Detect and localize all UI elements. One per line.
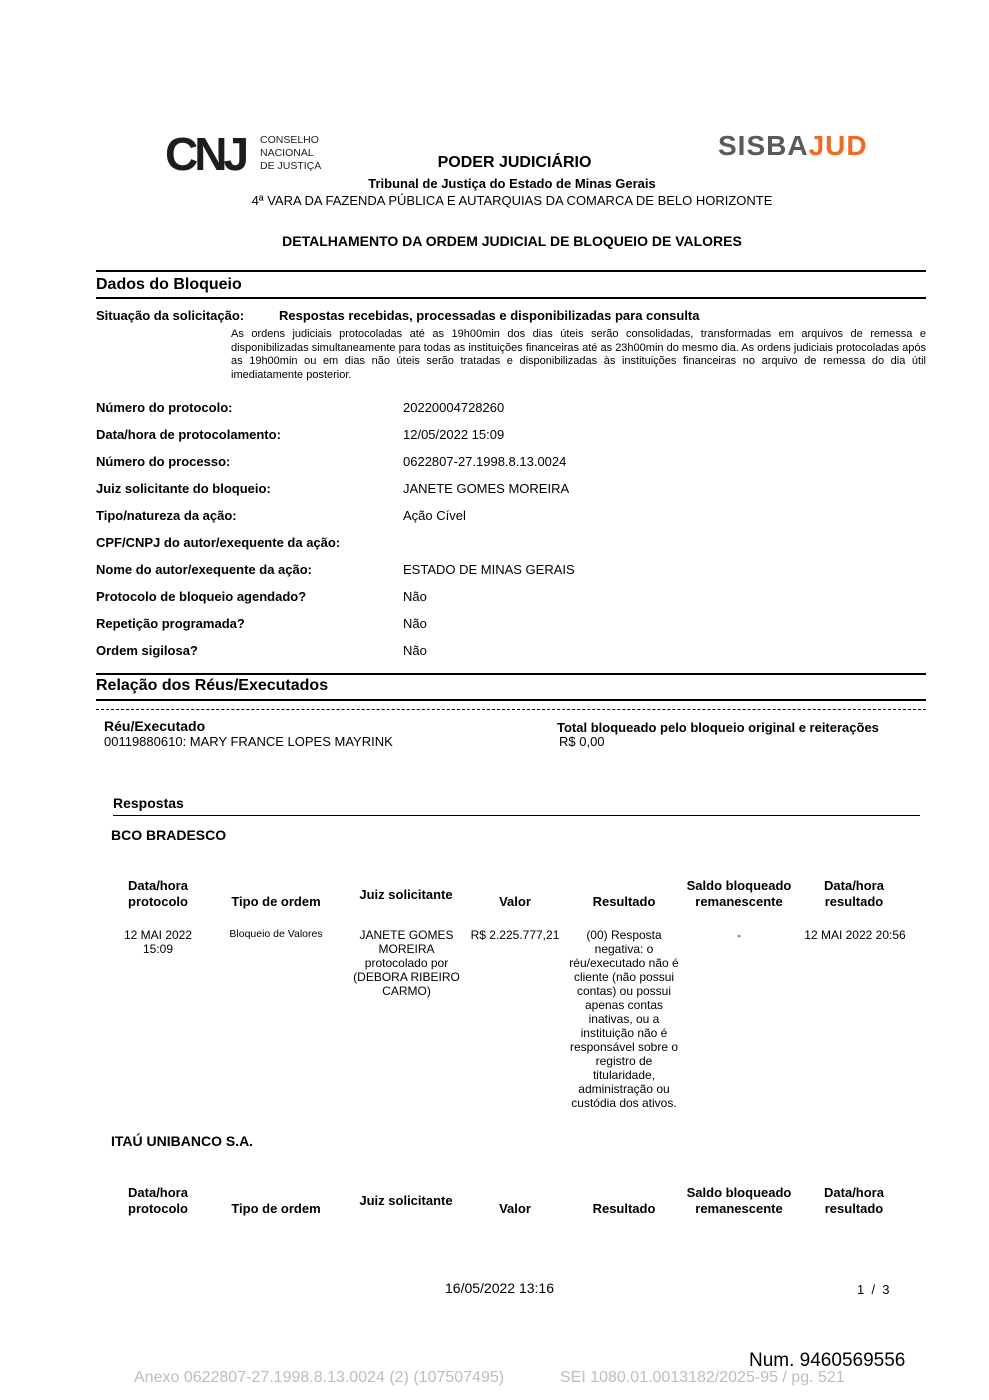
bank-name: ITAÚ UNIBANCO S.A. (111, 1133, 254, 1149)
field-label: Juiz solicitante do bloqueio: (96, 481, 271, 496)
field-value: 12/05/2022 15:09 (403, 427, 505, 442)
field-value: ESTADO DE MINAS GERAIS (403, 562, 575, 577)
divider (96, 699, 926, 701)
divider (96, 270, 926, 272)
col-header-saldo: Saldo bloqueado remanescente (686, 1185, 792, 1216)
col-header-valor: Valor (499, 1201, 531, 1216)
col-header-saldo: Saldo bloqueado remanescente (686, 878, 792, 909)
cell-juiz: JANETE GOMES MOREIRA protocolado por (DEBORA RIBEIRO CARMO) (353, 928, 460, 998)
field-label: Ordem sigilosa? (96, 643, 198, 658)
sisbajud-logo-part1: SISBA (718, 130, 809, 161)
footer-timestamp: 16/05/2022 13:16 (445, 1280, 554, 1296)
reu-header: Réu/Executado (104, 718, 206, 734)
dashed-divider (96, 709, 926, 710)
col-header-juiz: Juiz solicitante (359, 1193, 453, 1208)
anexo-stamp: Anexo 0622807-27.1998.8.13.0024 (2) (107507495) (134, 1369, 505, 1386)
divider (113, 815, 920, 816)
col-header-data-protocolo: Data/hora protocolo (128, 878, 188, 909)
cell-resultado: (00) Resposta negativa: o réu/executado não é cliente (não possui contas) ou possui apenas contas inativas, ou a instituição não é responsável sobre o registro de titularidade, administração ou custódia dos ativos. (569, 928, 679, 1110)
situacao-note: As ordens judiciais protocoladas até as 19h00min dos dias úteis serão consolidadas, transformadas em arquivos de remessa e disponibilizadas simultaneamente para todas as instituições financeiras até as 23h00min do mesmo dia. As ordens judiciais protocoladas após as 19h00min ou em dias não úteis serão tratadas e disponibilizadas às instituições financeiras no arquivo de remessa do dia útil imediatamente posterior. (231, 328, 926, 381)
total-value: R$ 0,00 (559, 734, 605, 749)
page-number: 1 / 3 (857, 1282, 890, 1297)
field-value: 0622807-27.1998.8.13.0024 (403, 454, 567, 469)
col-header-data-resultado: Data/hora resultado (824, 1185, 884, 1216)
divider (96, 673, 926, 675)
reu-value: 00119880610: MARY FRANCE LOPES MAYRINK (104, 734, 393, 749)
col-header-data-protocolo: Data/hora protocolo (128, 1185, 188, 1216)
field-label: Número do protocolo: (96, 400, 233, 415)
cnj-text-line: DE JUSTIÇA (260, 160, 322, 172)
field-label: Repetição programada? (96, 616, 245, 631)
cell-data-protocolo: 12 MAI 2022 15:09 (123, 928, 193, 956)
cell-valor: R$ 2.225.777,21 (470, 928, 560, 942)
field-label: Nome do autor/exequente da ação: (96, 562, 312, 577)
col-header-juiz: Juiz solicitante (359, 887, 453, 902)
cnj-text-line: NACIONAL (260, 147, 314, 159)
field-value: 20220004728260 (403, 400, 505, 415)
situacao-value: Respostas recebidas, processadas e disponibilizadas para consulta (279, 308, 700, 323)
sei-stamp: SEI 1080.01.0013182/2025-95 / pg. 521 (560, 1369, 845, 1386)
field-value: JANETE GOMES MOREIRA (403, 481, 570, 496)
field-label: Data/hora de protocolamento: (96, 427, 281, 442)
field-value: Não (403, 589, 427, 604)
cnj-mark: CNJ (165, 128, 246, 180)
field-value: Não (403, 643, 427, 658)
bank-name: BCO BRADESCO (111, 827, 227, 843)
sisbajud-logo-part2: JUD (808, 130, 868, 161)
col-header-data-resultado: Data/hora resultado (824, 878, 884, 909)
field-label: Número do processo: (96, 454, 231, 469)
cnj-text-line: CONSELHO (260, 134, 319, 146)
divider (96, 297, 926, 299)
field-label: Protocolo de bloqueio agendado? (96, 589, 307, 604)
section-title-bloqueio: Dados do Bloqueio (96, 276, 242, 293)
respostas-title: Respostas (113, 795, 184, 811)
document-number: Num. 9460569556 (749, 1350, 906, 1371)
vara-name: 4ª VARA DA FAZENDA PÚBLICA E AUTARQUIAS DA COMARCA DE BELO HORIZONTE (251, 193, 773, 208)
total-header: Total bloqueado pelo bloqueio original e reiterações (557, 720, 879, 735)
col-header-tipo: Tipo de ordem (231, 1201, 321, 1216)
cell-tipo: Bloqueio de Valores (229, 928, 323, 940)
document-title: DETALHAMENTO DA ORDEM JUDICIAL DE BLOQUEIO DE VALORES (282, 233, 742, 249)
col-header-resultado: Resultado (592, 894, 656, 909)
page-title: PODER JUDICIÁRIO (437, 154, 592, 171)
field-value: Ação Cível (403, 508, 466, 523)
col-header-tipo: Tipo de ordem (231, 894, 321, 909)
col-header-valor: Valor (499, 894, 531, 909)
field-value: Não (403, 616, 427, 631)
section-title-reus: Relação dos Réus/Executados (96, 677, 329, 694)
field-label: Tipo/natureza da ação: (96, 508, 237, 523)
cell-saldo: - (737, 928, 741, 942)
situacao-label: Situação da solicitação: (96, 308, 245, 323)
cell-data-resultado: 12 MAI 2022 20:56 (804, 928, 906, 942)
col-header-resultado: Resultado (592, 1201, 656, 1216)
tribunal-name: Tribunal de Justiça do Estado de Minas Gerais (368, 176, 656, 191)
field-label: CPF/CNPJ do autor/exequente da ação: (96, 535, 341, 550)
